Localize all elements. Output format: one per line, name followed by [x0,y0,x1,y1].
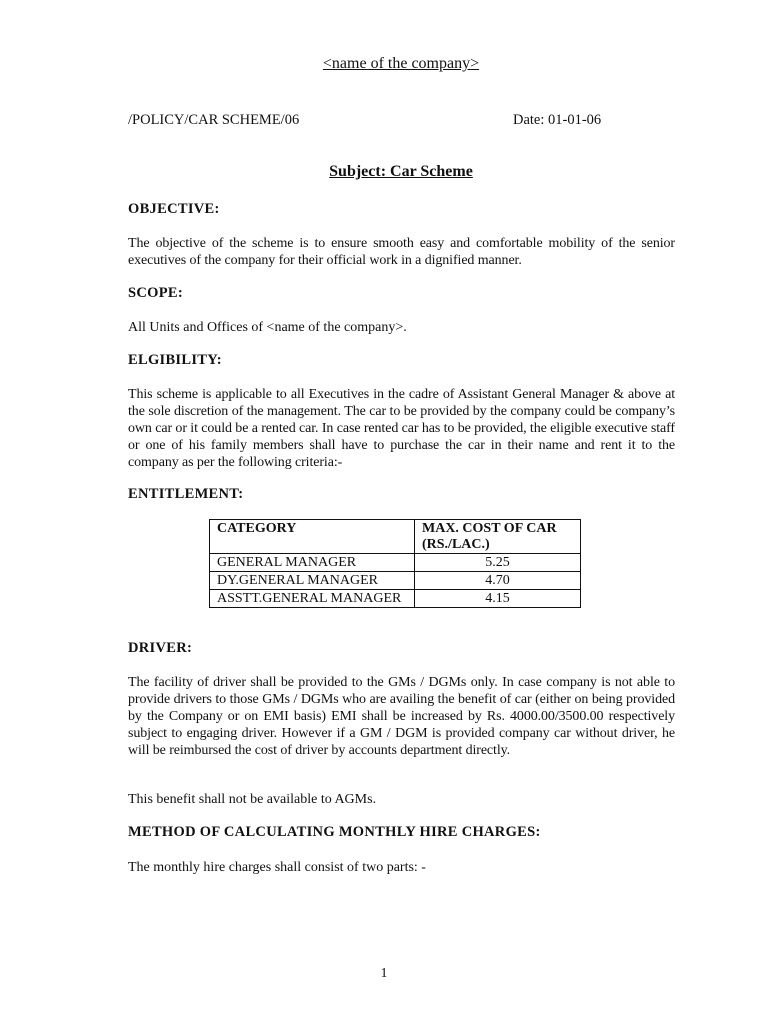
scope-text: All Units and Offices of <name of the company>. [128,320,407,335]
scope-heading: SCOPE: [128,285,183,301]
eligibility-text: This scheme is applicable to all Executives in the cadre of Assistant General Manager & above at the sole discretion of the management. The car to be provided by the company could be company’s own car or it could be a rented car. In case rented car has to be provided, the eligible executive staff or one of his family members shall have to purchase the car in their name and rent it to the company as per the following criteria:- [128,387,675,470]
page-number: 1 [380,966,388,981]
objective-text: The objective of the scheme is to ensure smooth easy and comfortable mobility of the senior executives of the company for their official work in a dignified manner. [128,236,675,268]
driver-heading: DRIVER: [128,640,193,656]
table-row [210,590,581,608]
hire-charges-text: The monthly hire charges shall consist of two parts: - [128,860,426,875]
driver-note: This benefit shall not be available to AGMs. [128,792,377,807]
subject-line: Subject: Car Scheme [329,163,473,180]
table-row [210,572,581,590]
table-cell-cost: 4.15 [415,590,581,608]
table-row [210,554,581,572]
hire-charges-heading: METHOD OF CALCULATING MONTHLY HIRE CHARGES: [128,824,541,840]
table-cell-cost: 4.70 [415,572,581,590]
entitlement-heading: ENTITLEMENT: [128,486,244,502]
table-cell-category: GENERAL MANAGER [210,554,415,572]
table-cell-cost: 5.25 [415,554,581,572]
entitlement-table [209,519,581,608]
eligibility-heading: ELGIBILITY: [128,352,222,368]
table-cell-category: ASSTT.GENERAL MANAGER [210,590,415,608]
table-header-category: CATEGORY [210,520,415,554]
policy-reference: /POLICY/CAR SCHEME/06 [128,112,300,128]
table-header-row [210,520,581,554]
table-cell-category: DY.GENERAL MANAGER [210,572,415,590]
objective-heading: OBJECTIVE: [128,201,220,217]
table-header-max-cost: MAX. COST OF CAR (RS./LAC.) [415,520,581,554]
document-date: Date: 01-01-06 [513,112,602,128]
driver-text: The facility of driver shall be provided to the GMs / DGMs only. In case company is not able to provide drivers to those GMs / DGMs who are availing the benefit of car (either on being provided by the Company or on EMI basis) EMI shall be increased by Rs. 4000.00/3500.00 respectively subject to engaging driver. However if a GM / DGM is provided company car without driver, he will be reimbursed the cost of driver by accounts department directly. [128,675,675,758]
document-title: <name of the company> [322,55,480,72]
